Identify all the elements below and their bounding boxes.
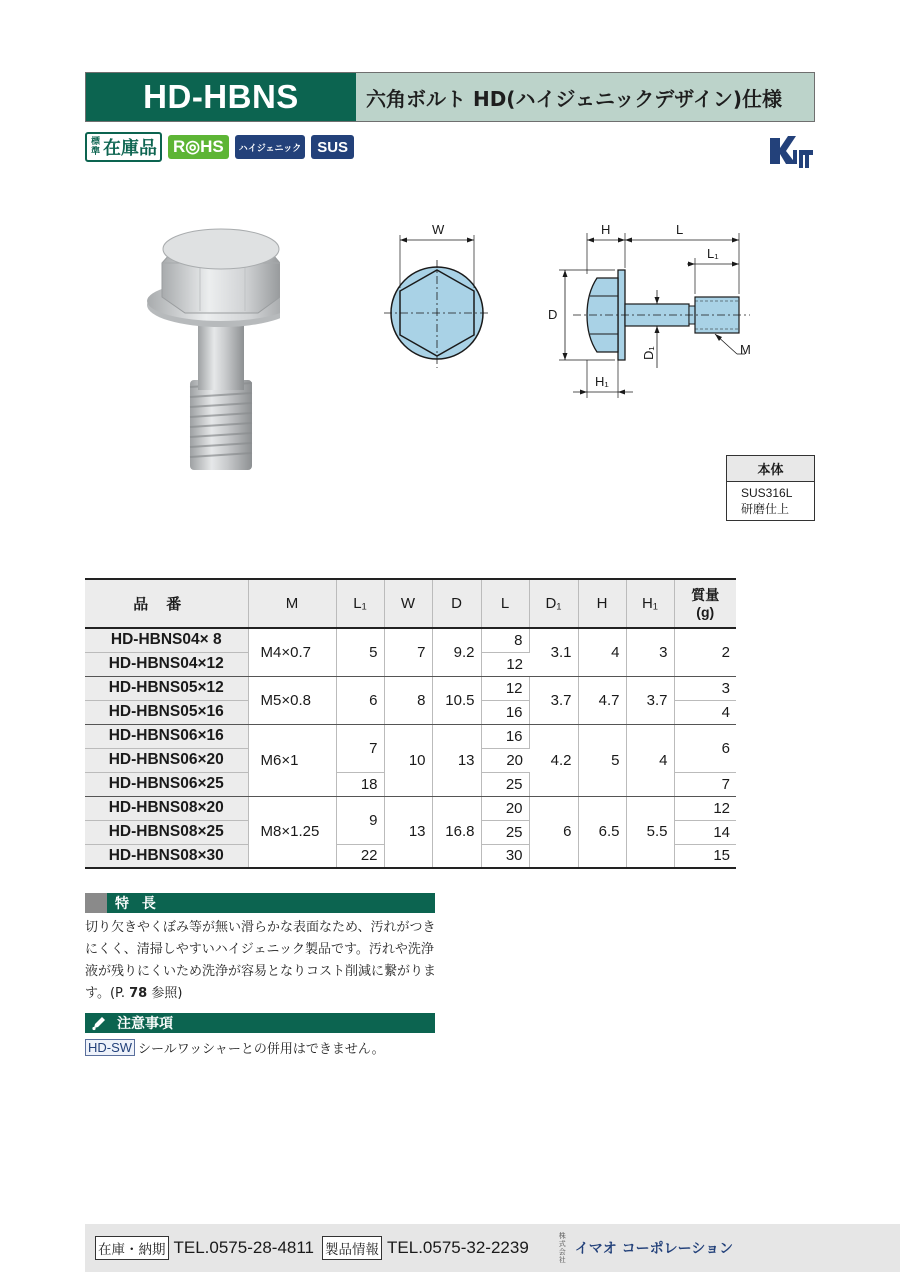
col-h: H (578, 579, 626, 628)
company-type: 株式会社 (558, 1232, 566, 1264)
m-cell: M8×1.25 (248, 796, 336, 868)
d1-cell: 6 (529, 796, 578, 868)
rohs-badge: R◎HS (168, 135, 229, 159)
d-cell: 10.5 (432, 676, 481, 724)
standard-badge-small: 標準 (90, 137, 100, 157)
h1-cell: 5.5 (626, 796, 674, 868)
material-value (727, 482, 814, 520)
part-no-cell: HD-HBNS05×12 (85, 676, 248, 700)
l1-cell: 6 (336, 676, 384, 724)
standard-stock-badge (85, 132, 162, 162)
l-cell: 8 (481, 628, 529, 652)
w-cell: 8 (384, 676, 432, 724)
company-logo (559, 1232, 733, 1264)
h-cell: 4 (578, 628, 626, 676)
company-name: イマオ コーポレーション (574, 1241, 734, 1257)
product-photo (140, 225, 280, 475)
front-view-drawing (372, 218, 502, 378)
part-no-cell: HD-HBNS04×12 (85, 652, 248, 676)
dim-label-h1: H₁ (595, 374, 609, 389)
l-cell: 25 (481, 820, 529, 844)
table-row (85, 796, 736, 820)
col-h1: H₁ (626, 579, 674, 628)
w-cell: 10 (384, 724, 432, 796)
table-row (85, 724, 736, 748)
d-cell: 13 (432, 724, 481, 796)
side-view-drawing (545, 218, 760, 408)
stock-tel[interactable]: TEL.0575-28-4811 (173, 1238, 315, 1257)
dim-label-h: H (601, 222, 611, 237)
col-l: L (481, 579, 529, 628)
kipp-logo (768, 134, 816, 168)
spec-header-row (85, 579, 736, 628)
l-cell: 12 (481, 652, 529, 676)
l1-cell: 9 (336, 796, 384, 844)
l1-cell: 7 (336, 724, 384, 772)
l1-cell: 5 (336, 628, 384, 676)
features-text-end: 参照) (147, 986, 183, 1001)
col-w: W (384, 579, 432, 628)
part-no-cell: HD-HBNS05×16 (85, 700, 248, 724)
col-d1: D₁ (529, 579, 578, 628)
title-bar (85, 72, 815, 122)
mass-cell: 12 (674, 796, 736, 820)
caution-heading (85, 1013, 435, 1033)
caution-text: シールワッシャーとの併用はできません。 (138, 1042, 385, 1057)
m-cell: M5×0.8 (248, 676, 336, 724)
spec-table (85, 578, 736, 869)
h1-cell: 3.7 (626, 676, 674, 724)
table-row (85, 676, 736, 700)
mass-cell: 7 (674, 772, 736, 796)
m-cell: M4×0.7 (248, 628, 336, 676)
col-mass (674, 579, 736, 628)
l-cell: 30 (481, 844, 529, 868)
stock-label: 在庫・納期 (95, 1236, 169, 1260)
w-cell: 7 (384, 628, 432, 676)
d1-cell: 4.2 (529, 724, 578, 796)
col-mass-label: 質量 (691, 586, 720, 603)
product-title: 六角ボルト HD(ハイジェニックデザイン)仕様 (356, 73, 814, 121)
col-m: M (248, 579, 336, 628)
product-info-label: 製品情報 (322, 1236, 382, 1260)
dim-label-l1: L₁ (707, 246, 719, 261)
mass-cell: 4 (674, 700, 736, 724)
l1-cell: 22 (336, 844, 384, 868)
mass-cell: 2 (674, 628, 736, 676)
l1-cell: 18 (336, 772, 384, 796)
part-no-cell: HD-HBNS06×20 (85, 748, 248, 772)
features-heading (85, 893, 435, 913)
h1-cell: 3 (626, 628, 674, 676)
material-line-1: SUS316L (741, 486, 793, 500)
mass-cell: 14 (674, 820, 736, 844)
col-part-no: 品番 (85, 579, 248, 628)
footer-bar (85, 1224, 900, 1272)
material-line-2: 研磨仕上 (741, 502, 790, 516)
caution-note (85, 1038, 385, 1057)
l-cell: 16 (481, 700, 529, 724)
h-cell: 5 (578, 724, 626, 796)
features-heading-tab (85, 893, 107, 913)
standard-badge-big: 在庫品 (103, 138, 157, 159)
mass-cell: 15 (674, 844, 736, 868)
d-cell: 9.2 (432, 628, 481, 676)
badge-row (85, 132, 354, 162)
d1-cell: 3.7 (529, 676, 578, 724)
product-tel[interactable]: TEL.0575-32-2239 (387, 1238, 529, 1257)
pencil-icon (91, 1015, 107, 1031)
material-box (726, 455, 815, 521)
part-no-cell: HD-HBNS06×16 (85, 724, 248, 748)
material-header: 本体 (727, 456, 814, 482)
features-text-body: 切り欠きやくぼみ等が無い滑らかな表面なため、汚れがつきにくく、清掃しやすいハイジェニック製品です。汚れや洗浄液が残りにくいため洗浄が容易となりコスト削減に繋がります。(P. (85, 920, 437, 1001)
features-page-ref: 78 (129, 986, 148, 1001)
mass-cell: 6 (674, 724, 736, 772)
hygienic-badge: ハイジェニック (235, 135, 305, 159)
part-no-cell: HD-HBNS08×20 (85, 796, 248, 820)
m-cell: M6×1 (248, 724, 336, 796)
part-no-cell: HD-HBNS04× 8 (85, 628, 248, 652)
part-no-cell: HD-HBNS08×30 (85, 844, 248, 868)
l-cell: 16 (481, 724, 529, 748)
h1-cell: 4 (626, 724, 674, 796)
dim-label-m: M (740, 342, 751, 357)
caution-title: 注意事項 (117, 1016, 173, 1032)
hd-sw-link[interactable]: HD-SW (85, 1039, 135, 1056)
product-code: HD-HBNS (86, 73, 356, 121)
h-cell: 4.7 (578, 676, 626, 724)
w-cell: 13 (384, 796, 432, 868)
mass-cell: 3 (674, 676, 736, 700)
sus-badge: SUS (311, 135, 354, 159)
h-cell: 6.5 (578, 796, 626, 868)
features-text (85, 917, 437, 1005)
dim-label-w: W (432, 222, 445, 237)
dim-label-d1: D₁ (641, 346, 656, 360)
l-cell: 12 (481, 676, 529, 700)
table-row (85, 628, 736, 652)
features-title: 特 長 (115, 896, 160, 912)
l-cell: 20 (481, 796, 529, 820)
dim-label-l: L (676, 222, 684, 237)
part-no-cell: HD-HBNS08×25 (85, 820, 248, 844)
dim-label-d: D (548, 307, 558, 322)
col-mass-unit: (g) (696, 603, 715, 620)
col-l1: L₁ (336, 579, 384, 628)
col-d: D (432, 579, 481, 628)
d1-cell: 3.1 (529, 628, 578, 676)
l-cell: 20 (481, 748, 529, 772)
l-cell: 25 (481, 772, 529, 796)
d-cell: 16.8 (432, 796, 481, 868)
part-no-cell: HD-HBNS06×25 (85, 772, 248, 796)
